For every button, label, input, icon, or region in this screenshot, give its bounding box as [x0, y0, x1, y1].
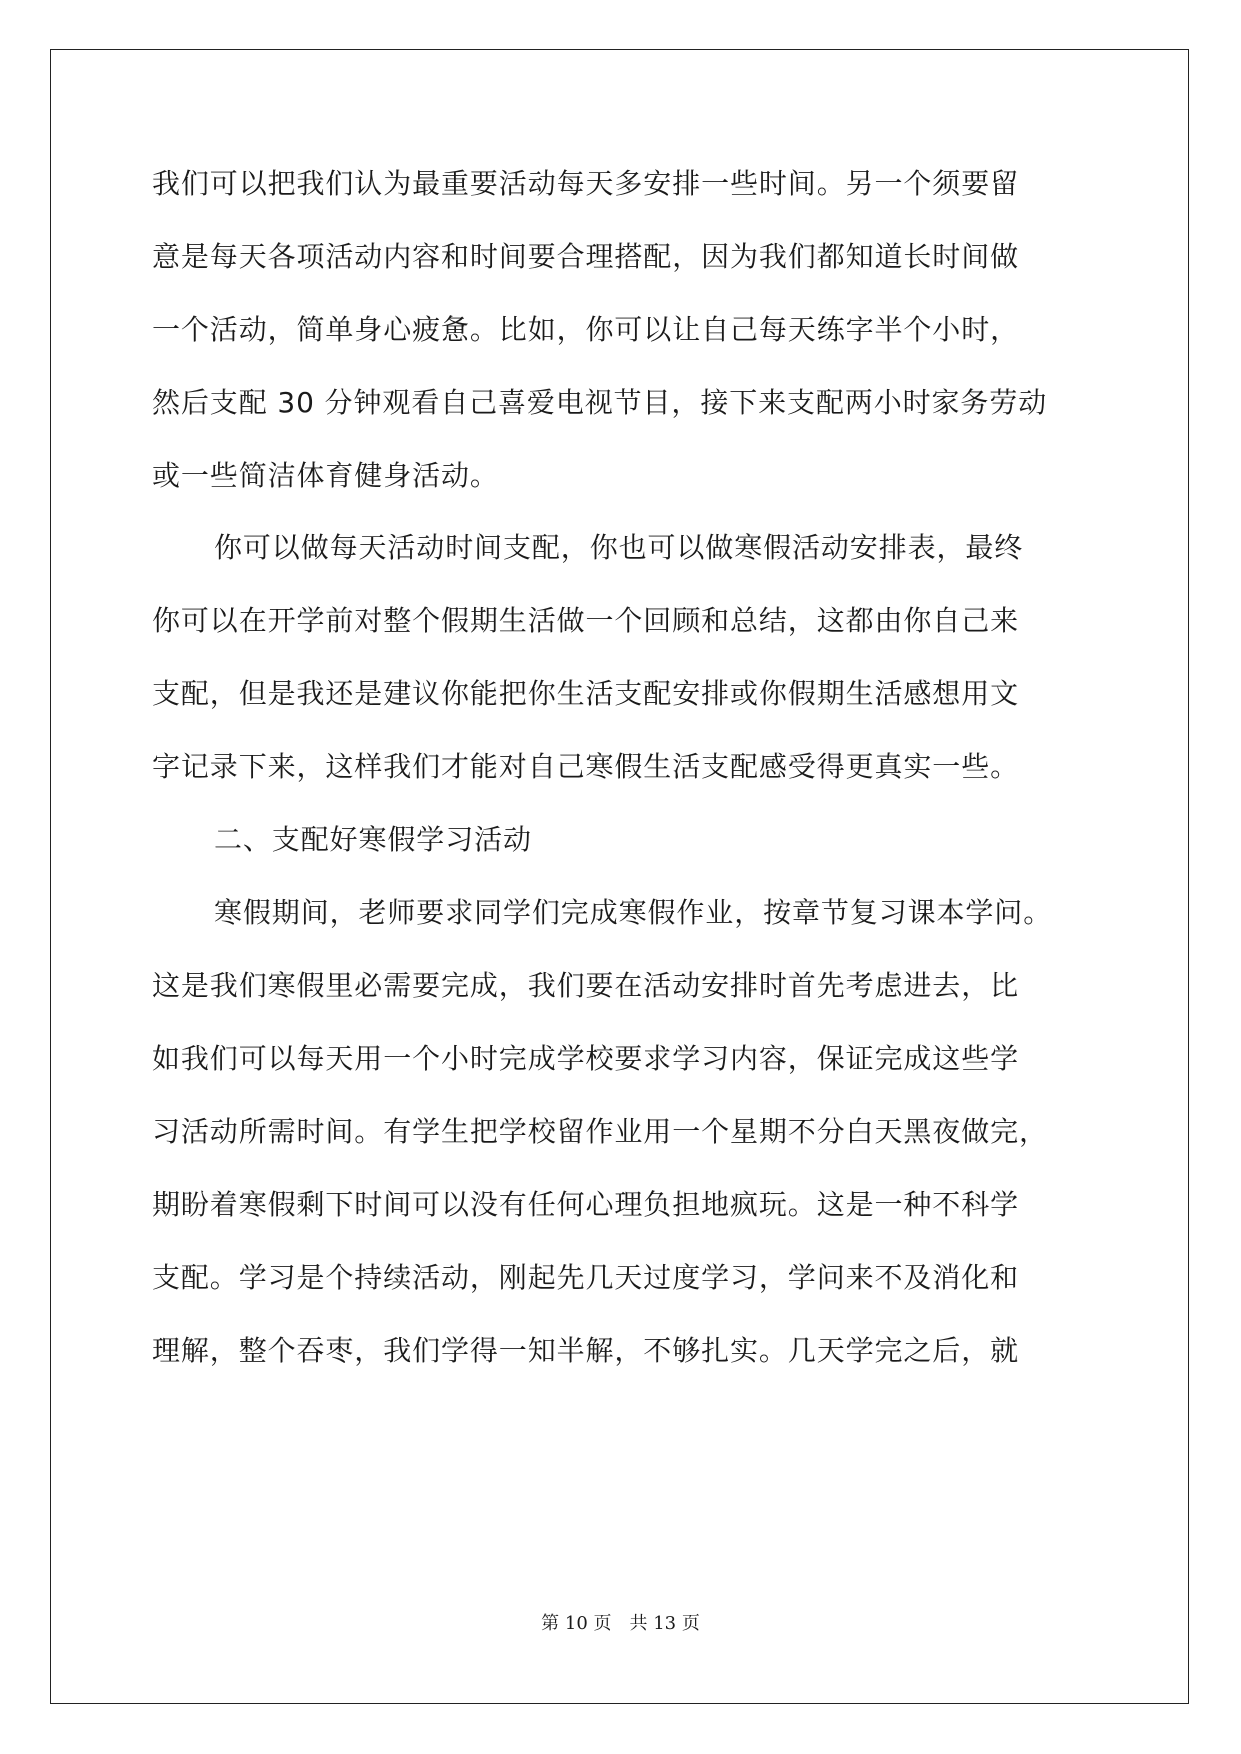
- text-line: 我们可以把我们认为最重要活动每天多安排一些时间。另一个须要留: [152, 167, 1020, 200]
- text-line: 然后支配 30 分钟观看自己喜爱电视节目，接下来支配两小时家务劳动: [152, 386, 1048, 419]
- page-border: [50, 49, 1189, 1704]
- text-line: 字记录下来，这样我们才能对自己寒假生活支配感受得更真实一些。: [152, 750, 1020, 783]
- text-line: 习活动所需时间。有学生把学校留作业用一个星期不分白天黑夜做完，: [152, 1115, 1048, 1148]
- text-line: 支配。学习是个持续活动，刚起先几天过度学习，学问来不及消化和: [152, 1261, 1020, 1294]
- text-line: 或一些简洁体育健身活动。: [152, 459, 499, 492]
- text-line: 一个活动，简单身心疲惫。比如，你可以让自己每天练字半个小时，: [152, 313, 1020, 346]
- paragraph-first-line: 你可以做每天活动时间支配，你也可以做寒假活动安排表，最终: [214, 531, 1024, 564]
- text-line: 你可以在开学前对整个假期生活做一个回顾和总结，这都由你自己来: [152, 604, 1020, 637]
- section-heading: 二、支配好寒假学习活动: [214, 823, 532, 856]
- text-line: 如我们可以每天用一个小时完成学校要求学习内容，保证完成这些学: [152, 1042, 1020, 1075]
- text-line: 这是我们寒假里必需要完成，我们要在活动安排时首先考虑进去，比: [152, 969, 1020, 1002]
- text-line: 期盼着寒假剩下时间可以没有任何心理负担地疯玩。这是一种不科学: [152, 1188, 1020, 1221]
- text-line: 理解，整个吞枣，我们学得一知半解，不够扎实。几天学完之后，就: [152, 1334, 1020, 1367]
- page-number-footer: 第 10 页 共 13 页: [541, 1613, 700, 1634]
- text-line: 意是每天各项活动内容和时间要合理搭配，因为我们都知道长时间做: [152, 240, 1020, 273]
- text-line: 支配，但是我还是建议你能把你生活支配安排或你假期生活感想用文: [152, 677, 1020, 710]
- paragraph-first-line: 寒假期间，老师要求同学们完成寒假作业，按章节复习课本学问。: [214, 896, 1053, 929]
